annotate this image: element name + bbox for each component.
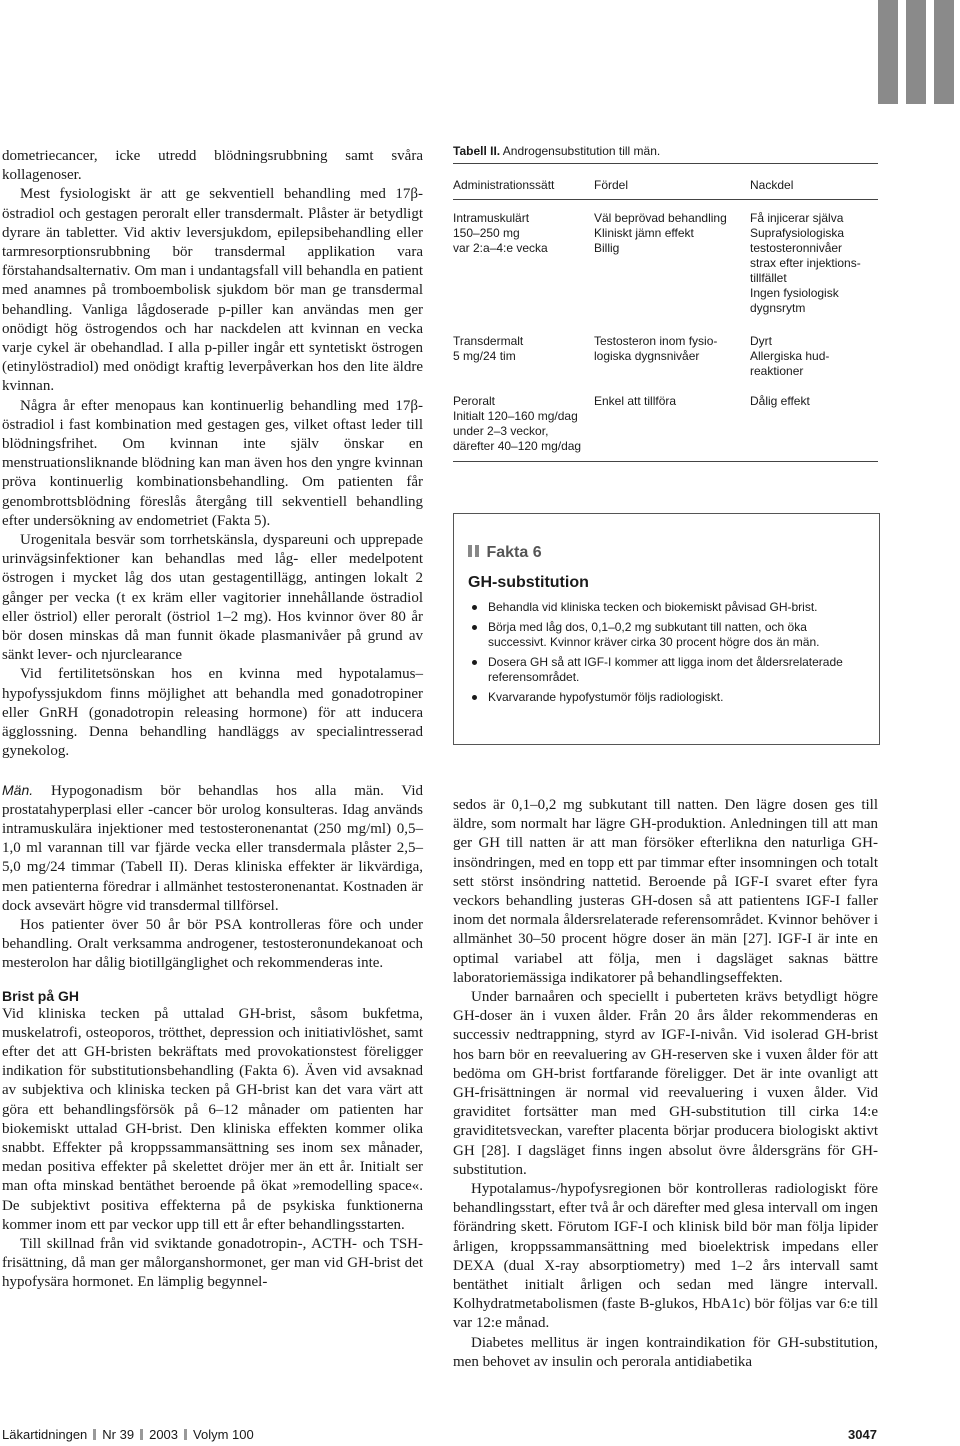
paragraph: Mest fysiologiskt är att ge sekventiell behandling med 17β-östradiol och gestagen peroralt eller transdermalt. Plåster är betydligt dyrare än tabletter. Vid aktiv leversjukdom, epilepsibehandling eller tarmresorptionsrubbning bör transdermal applikation vara förstahandsalternativ. Om man i undantagsfall vill behandla en patient med anamnes på tromboembolisk sjukdom bör man ge transdermal behandling. Vanliga lågdoserade p-piller kan användas men ger onödigt hög östrogendos och har nackdelen att kvinnan en vecka varje cykel är obehandlad. I alla p-piller ingår ett syntetiskt östrogen (etinylöstradiol) med onödigt kraftig leverpåverkan hos den lite äldre kvinnan.	[2, 186, 423, 395]
section-label-man: Män.	[2, 781, 34, 798]
footer	[2, 1427, 254, 1442]
fakta-label: Fakta 6	[468, 544, 542, 562]
table-header-admin: Administrationssätt	[453, 178, 555, 192]
table-cell: Peroralt Initialt 120–160 mg/dag under 2–3 veckor, därefter 40–120 mg/dag	[453, 394, 582, 453]
table-header-disadvantage: Nackdel	[750, 178, 794, 192]
table-rule-bottom	[453, 461, 878, 462]
paragraph: Vid kliniska tecken på uttalad GH-brist, såsom bukfetma, muskelatrofi, osteoporos, trötthet, depression och initiativlöshet, samt efter det att GH-bristen bekräftats med provokationstest föreligger indikation för substitutionsbehandling (Fakta 6). Även vid avsaknad av subjektiva och kliniska tecken på GH-brist kan det vara värt att göra ett behandlingsförsök på 6–12 månader om patienten har biokemiskt uttalad GH-brist. Den kliniska effekten kommer olika snabbt. Effekter på kroppssammansättning ses inom sex månader, medan positiva effekter på skelettet dröjer mer än ett år. Initialt ser man ofta minskad bentäthet beroende på ökat »remodelling space«. De subjektivt positiva effekterna på de psykiska funktionerna kommer inom ett par veckor upp till ett år efter behandlingsstarten.	[2, 1005, 423, 1233]
journal-name: Läkartidningen	[2, 1427, 88, 1442]
year: 2003	[149, 1427, 179, 1442]
right-column	[453, 796, 878, 1372]
table-cell: Intramuskulärt 150–250 mg var 2:a–4:e vecka	[453, 211, 548, 255]
table-cell: Väl beprövad behandling Kliniskt jämn effekt Billig	[594, 211, 727, 255]
paragraph-text: Hypogonadism bör behandlas hos alla män. Vid prostatahyperplasi eller -cancer bör urolog konsulteras. Idag används intramuskulära injektioner med testosteronenantat (250 mg/ml) 0,5–1,0 ml varannan till var fjärde vecka eller transdermala plåster 2,5–5,0 mg/24 timmar (Tabell II). Deras kliniska effekter är likvärdiga, men patienterna föredrar i allmänhet testosteronenantat. Kostnaden är dock avsevärt högre vid transdermal tillförsel.	[2, 782, 423, 914]
section-heading: Brist på GH	[2, 987, 80, 1004]
table-caption-label: Tabell II.	[453, 144, 501, 158]
decorative-bar-3	[934, 0, 954, 104]
table-cell: Transdermalt 5 mg/24 tim	[453, 334, 524, 363]
page-number: 3047	[848, 1427, 877, 1442]
separator	[140, 1429, 143, 1440]
paragraph: Vid fertilitetsönskan hos en kvinna med hypotalamus–hypofyssjukdom finns möjlighet att behandla med gonadotropiner eller GnRH (gonadotropin releasing hormone) för att inducera ägglossning. Denna behandling handläggs av specialintresserad gynekolog.	[2, 666, 423, 760]
list-item: Behandla vid kliniska tecken och biokemiskt påvisad GH-brist.	[468, 600, 868, 616]
decorative-bar-2	[906, 0, 926, 104]
fakta-title: GH-substitution	[468, 574, 589, 591]
paragraph: dometriecancer, icke utredd blödningsrubbning samt svåra kollagenoser.	[2, 148, 423, 184]
left-column	[2, 147, 423, 1293]
marker-icon	[475, 545, 479, 557]
volume: Volym 100	[193, 1427, 254, 1442]
paragraph: sedos är 0,1–0,2 mg subkutant till natten. Den lägre dosen ges till äldre, som normalt har lägre GH-produktion. Anledningen till att man ger GH till natten är att man försöker efterlikna den naturliga GH-insöndringen, med en topp ett par timmar efter insomningen och totalt sett störst insöndring nattetid. Beroende på IGF-I svaret efter fyra veckors behandling justeras GH-dosen så att patientens IGF-I faller inom det normala åldersrelaterade referensområdet. Kvinnor behöver i allmänhet 30–50 procent högre doser än män [27]. IGF-I är inte en optimal variabel att följa, men i dagsläget saknas bättre laboratoriemässiga indikatorer på behandlingseffekten.	[453, 797, 878, 986]
table-header-advantage: Fördel	[594, 178, 629, 192]
table-cell: Testosteron inom fysio- logiska dygnsnivåer	[594, 334, 718, 363]
paragraph: Till skillnad från vid sviktande gonadotropin-, ACTH- och TSH-frisättning, då man ger målorganshormonet, ger man vid GH-brist det hypofysära hormonet. En lämplig begynnel-	[2, 1235, 423, 1291]
paragraph: Diabetes mellitus är ingen kontraindikation för GH-substitution, men behovet av insulin och perorala antidiabetika	[453, 1334, 878, 1370]
table-caption-text: Androgensubstitution till män.	[500, 144, 661, 158]
paragraph: Några år efter menopaus kan kontinuerlig behandling med 17β-östradiol i fast kombination med gestagen ges, vilket oftast leder till blödningsfrihet. Om kvinnan inte själv önskar en menstruationsliknande blödning kan man även hos den yngre kvinnan pröva kontinuerlig kombinationsbehandling. Om patienten får genombrottsblödning föreslås återgång till sekventiell behandling efter undersökning av endometriet (Fakta 5).	[2, 397, 423, 529]
list-item: Dosera GH så att IGF-I kommer att ligga inom det åldersrelaterade referensområdet.	[468, 655, 868, 686]
bullet-icon	[472, 660, 477, 665]
bullet-icon	[472, 605, 477, 610]
bullet-icon	[472, 695, 477, 700]
separator	[184, 1429, 187, 1440]
paragraph	[2, 781, 423, 916]
list-item: Börja med låg dos, 0,1–0,2 mg subkutant till natten, och öka successivt. Kvinnor kräver cirka 30 procent högre dos än män.	[468, 620, 868, 651]
table-rule-header	[453, 199, 878, 200]
table-cell: Få injicerar själva Suprafysiologiska testosteronnivåer strax efter injektions- tillfället Ingen fysiologisk dygnsrytm	[750, 211, 861, 315]
decorative-bar-1	[878, 0, 898, 104]
table-cell: Dyrt Allergiska hud- reaktioner	[750, 334, 830, 378]
bullet-icon	[472, 625, 477, 630]
marker-icon	[468, 545, 472, 557]
table-cell: Dålig effekt	[750, 394, 810, 408]
table-cell: Enkel att tillföra	[594, 394, 677, 408]
list-item: Kvarvarande hypofystumör följs radiologiskt.	[468, 690, 868, 706]
separator	[93, 1429, 96, 1440]
issue-number: Nr 39	[102, 1427, 135, 1442]
table-rule-top	[453, 163, 878, 164]
paragraph: Under barnaåren och speciellt i puberteten krävs betydligt högre GH-doser än i vuxen ålder. Från 20 års ålder rekommenderas en successiv nedtrappning, styrd av IGF-I-nivån. Vid isolerad GH-brist hos barn bör en reevaluering av GH-reserven ske i vuxen ålder för att bedöma om GH-brist fortfarande föreligger. Det är inte ovanligt att GH-frisättningen är normal vid reevaluering i vuxen ålder. Vid graviditet fortsätter man med GH-substitution till cirka 14:e graviditetsveckan, varefter placenta börjar producera biologiskt aktivt GH [28]. I dagsläget finns ingen absolut övre åldersgräns för GH-substitution.	[453, 989, 878, 1178]
paragraph: Hypotalamus-/hypofysregionen bör kontrolleras radiologiskt före behandlingsstart, efter två år och därefter med glesa intervall om ingen förändring skett. Förutom IGF-I och klinisk bild bör man följa lipider årligen, kroppssammansättning med bioelektrisk impedans eller DEXA (dual X-ray absorptiometry) med 1–2 års intervall samt bentäthet initialt årligen och sedan med längre intervall. Kolhydratmetabolismen (faste B-glukos, HbA1c) bör följas var 6:e till var 12:e månad.	[453, 1181, 878, 1332]
fakta-box	[453, 513, 880, 745]
fakta-list	[468, 600, 868, 709]
paragraph: Urogenitala besvär som torrhetskänsla, dyspareuni och upprepade urinvägsinfektioner kan behandlas med låg- eller medelpotent östrogen i mycket låg dos utan gestagentillägg, antingen lokalt 2 gånger per vecka (t ex kräm eller vagitorier innehållande östradiol eller östriol) eller peroralt (östriol 1–2 mg). Hos kvinnor över 80 år bör dosen minskas då man funnit ökade plasmanivåer på grund av sänkt lever- och njurclearance	[2, 532, 423, 664]
paragraph: Hos patienter över 50 år bör PSA kontrolleras före och under behandling. Oralt verksamma androgener, testosteronundekanoat och mesterolon har dålig biotillgänglighet och rekommenderas inte.	[2, 916, 423, 972]
table-caption	[453, 144, 660, 158]
